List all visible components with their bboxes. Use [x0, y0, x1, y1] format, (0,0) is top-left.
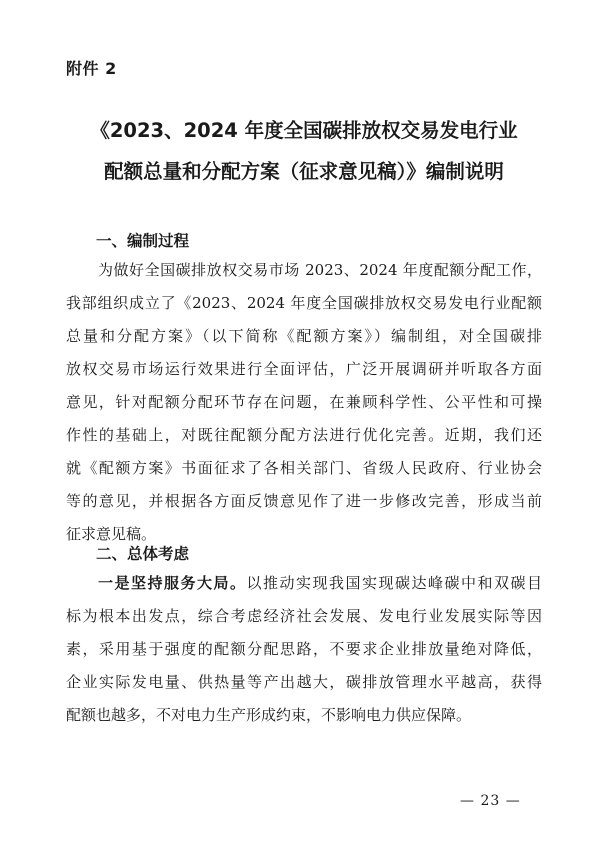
paragraph-line: 放权交易市场运行效果进行全面评估，广泛开展调研并听取各方面	[66, 360, 542, 378]
document-title-line-1: 《2023、2024 年度全国碳排放权交易发电行业	[90, 119, 518, 142]
paragraph-line: 我部组织成立了《2023、2024 年度全国碳排放权交易发电行业配额	[66, 294, 542, 312]
paragraph-first-line-text: 以推动实现我国实现碳达峰碳中和双碳目	[246, 574, 542, 592]
section-heading-overall-considerations: 二、总体考虑	[96, 545, 190, 563]
document-title-line-2: 配额总量和分配方案（征求意见稿）》编制说明	[104, 160, 504, 183]
paragraph-line: 就《配额方案》书面征求了各相关部门、省级人民政府、行业协会	[66, 459, 542, 477]
paragraph-line: 标为根本出发点，综合考虑经济社会发展、发电行业发展实际等因	[66, 607, 542, 625]
page-number: — 23 —	[460, 793, 521, 809]
paragraph-line: 为做好全国碳排放权交易市场 2023、2024 年度配额分配工作，	[98, 261, 542, 279]
attachment-label: 附件 2	[66, 59, 117, 78]
paragraph-line: 企业实际发电量、供热量等产出越大，碳排放管理水平越高，获得	[66, 673, 542, 691]
paragraph-line: 作性的基础上，对既往配额分配方法进行优化完善。近期，我们还	[66, 426, 542, 444]
paragraph-line: 配额也越多，不对电力生产形成约束，不影响电力供应保障。	[66, 706, 472, 724]
paragraph-line: 征求意见稿。	[66, 525, 157, 543]
section-heading-compilation-process: 一、编制过程	[96, 232, 190, 250]
paragraph-first-line	[98, 576, 542, 591]
paragraph-line: 素，采用基于强度的配额分配思路，不要求企业排放量绝对降低，	[66, 640, 542, 658]
paragraph-line: 意见，针对配额分配环节存在问题，在兼顾科学性、公平性和可操	[66, 393, 542, 411]
paragraph-line: 总量和分配方案》（以下简称《配额方案》）编制组，对全国碳排	[66, 327, 542, 345]
paragraph-lead-bold: 一是坚持服务大局。	[98, 574, 247, 592]
paragraph-line: 等的意见，并根据各方面反馈意见作了进一步修改完善，形成当前	[66, 492, 542, 510]
